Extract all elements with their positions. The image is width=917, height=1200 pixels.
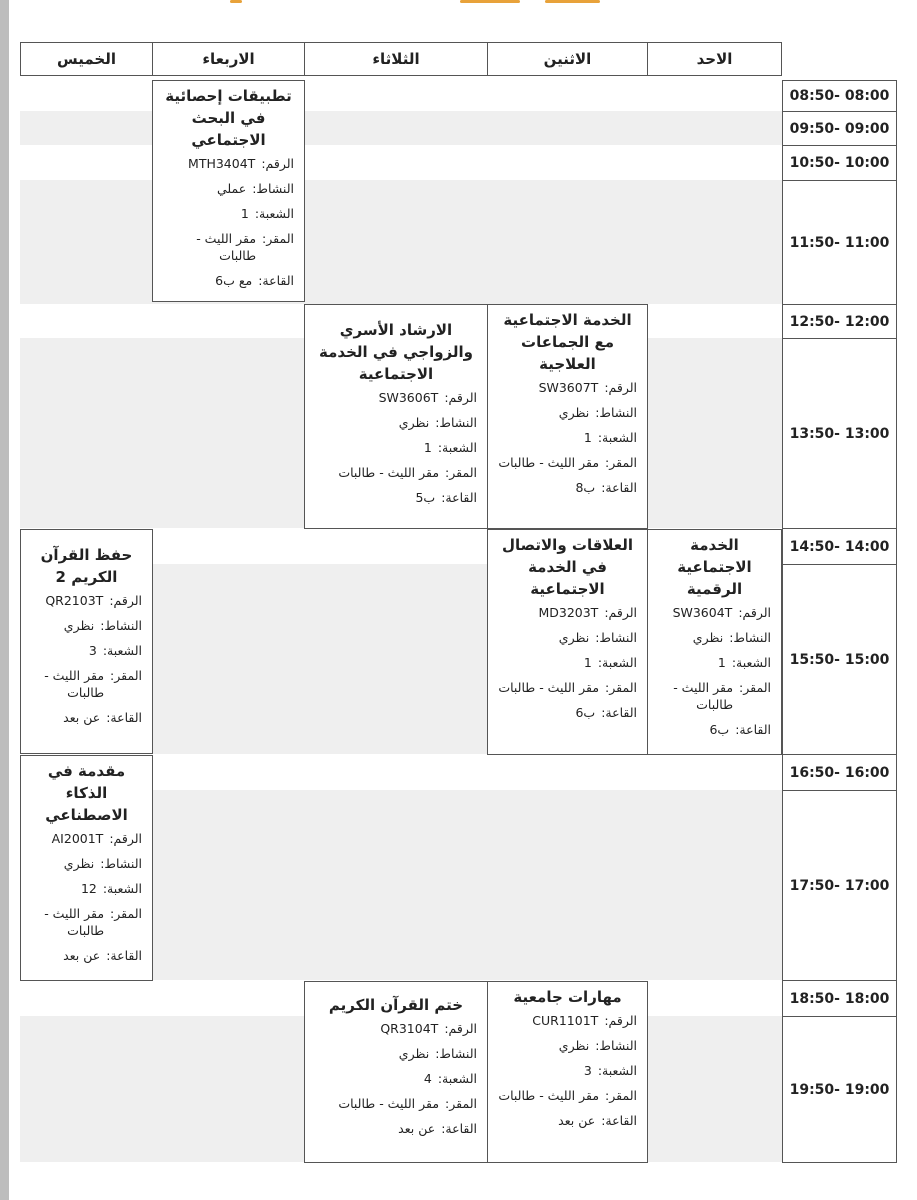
activity-label: النشاط: [100,618,142,633]
course-title: حفظ القرآن الكريم 2 [40,546,133,586]
code-label: الرقم: [444,1021,477,1036]
course-code: QR2103T [45,593,104,608]
course-room: مع ب6 [215,273,253,288]
course-card[interactable] [487,304,648,529]
section-label: الشعبة: [254,206,294,221]
activity-label: النشاط: [595,405,637,420]
location-label: المقر: [110,906,142,921]
time-slot: 12:50- 12:00 [782,304,897,339]
course-code: QR3104T [380,1021,439,1036]
activity-label: النشاط: [100,856,142,871]
course-section: 3 [88,643,97,658]
room-label: القاعة: [106,710,142,725]
row-band [20,111,782,145]
section-label: الشعبة: [437,1071,477,1086]
activity-label: النشاط: [252,181,294,196]
location-label: المقر: [445,1096,477,1111]
section-label: الشعبة: [102,643,142,658]
activity-label: النشاط: [435,415,477,430]
page-left-border [0,0,9,1200]
code-label: الرقم: [261,156,294,171]
time-slot: 14:50- 14:00 [782,528,897,565]
course-section: 1 [583,430,592,445]
course-activity: نظري [692,630,724,645]
room-label: القاعة: [601,1113,637,1128]
course-room: عن بعد [63,710,101,725]
course-activity: نظري [63,856,95,871]
course-section: 1 [583,655,592,670]
course-room: ب6 [575,705,596,720]
course-location: مقر الليث - طالبات [196,231,257,263]
activity-label: النشاط: [595,630,637,645]
course-activity: نظري [63,618,95,633]
location-label: المقر: [445,465,477,480]
header-wednesday: الاربعاء [152,42,305,76]
course-card[interactable] [20,529,153,754]
section-label: الشعبة: [597,430,637,445]
header-monday: الاثنين [487,42,648,76]
course-title: ختم القرآن الكريم [328,996,464,1014]
course-room: عن بعد [558,1113,596,1128]
course-activity: نظري [398,415,430,430]
course-title: الخدمة الاجتماعية مع الجماعات العلاجية [503,311,632,373]
section-label: الشعبة: [437,440,477,455]
course-code: SW3607T [538,380,599,395]
room-label: القاعة: [735,722,771,737]
course-room: عن بعد [63,948,101,963]
course-title: الارشاد الأسري والزواجي في الخدمة الاجتماعية [319,321,473,383]
course-room: عن بعد [398,1121,436,1136]
activity-label: النشاط: [729,630,771,645]
activity-label: النشاط: [435,1046,477,1061]
course-code: MD3203T [538,605,599,620]
course-section: 4 [423,1071,432,1086]
course-activity: نظري [558,1038,590,1053]
time-slot: 16:50- 16:00 [782,754,897,791]
header-tuesday: الثلاثاء [304,42,488,76]
time-slot: 11:50- 11:00 [782,180,897,305]
room-label: القاعة: [258,273,294,288]
course-card[interactable] [304,304,488,529]
course-location: مقر الليث - طالبات [44,906,105,938]
course-location: مقر الليث - طالبات [498,1088,600,1103]
course-card[interactable] [647,529,782,755]
course-room: ب6 [709,722,730,737]
course-title: الخدمة الاجتماعية الرقمية [677,536,752,598]
course-activity: نظري [558,405,590,420]
course-card[interactable] [152,80,305,302]
time-slot: 13:50- 13:00 [782,338,897,529]
room-label: القاعة: [601,705,637,720]
time-slot: 10:50- 10:00 [782,145,897,181]
course-section: 12 [80,881,97,896]
course-section: 3 [583,1063,592,1078]
code-label: الرقم: [444,390,477,405]
course-location: مقر الليث - طالبات [338,1096,440,1111]
code-label: الرقم: [604,1013,637,1028]
location-label: المقر: [262,231,294,246]
course-card[interactable] [20,755,153,981]
course-activity: عملي [216,181,247,196]
course-section: 1 [240,206,249,221]
time-slot: 17:50- 17:00 [782,790,897,981]
code-label: الرقم: [738,605,771,620]
section-label: الشعبة: [597,655,637,670]
activity-label: النشاط: [595,1038,637,1053]
course-room: ب5 [415,490,436,505]
location-label: المقر: [110,668,142,683]
course-title: العلاقات والاتصال في الخدمة الاجتماعية [501,536,634,598]
course-room: ب8 [575,480,596,495]
code-label: الرقم: [604,380,637,395]
course-section: 1 [717,655,726,670]
course-title: مهارات جامعية [513,988,622,1006]
course-section: 1 [423,440,432,455]
course-activity: نظري [398,1046,430,1061]
time-slot: 18:50- 18:00 [782,980,897,1017]
course-code: CUR1101T [532,1013,599,1028]
room-label: القاعة: [601,480,637,495]
location-label: المقر: [739,680,771,695]
code-label: الرقم: [604,605,637,620]
time-slot: 19:50- 19:00 [782,1016,897,1163]
course-location: مقر الليث - طالبات [498,680,600,695]
course-location: مقر الليث - طالبات [673,680,734,712]
section-label: الشعبة: [597,1063,637,1078]
course-location: مقر الليث - طالبات [338,465,440,480]
time-slot: 15:50- 15:00 [782,564,897,755]
course-code: AI2001T [51,831,104,846]
location-label: المقر: [605,680,637,695]
course-location: مقر الليث - طالبات [498,455,600,470]
time-slot: 08:50- 08:00 [782,80,897,112]
row-band [20,180,782,304]
course-card[interactable] [304,981,488,1163]
course-title: تطبيقات إحصائية في البحث الاجتماعي [165,87,292,149]
location-label: المقر: [605,1088,637,1103]
course-code: SW3604T [672,605,733,620]
time-slot: 09:50- 09:00 [782,111,897,146]
header-thursday: الخميس [20,42,153,76]
course-location: مقر الليث - طالبات [44,668,105,700]
course-title: مقدمة في الذكاء الاصطناعي [45,762,128,824]
code-label: الرقم: [109,593,142,608]
room-label: القاعة: [106,948,142,963]
code-label: الرقم: [109,831,142,846]
header-sunday: الاحد [647,42,782,76]
room-label: القاعة: [441,490,477,505]
section-label: الشعبة: [102,881,142,896]
course-card[interactable] [487,529,648,755]
top-cropped-text [230,0,610,4]
course-activity: نظري [558,630,590,645]
room-label: القاعة: [441,1121,477,1136]
course-card[interactable] [487,981,648,1163]
course-code: SW3606T [378,390,439,405]
section-label: الشعبة: [731,655,771,670]
course-code: MTH3404T [188,156,256,171]
location-label: المقر: [605,455,637,470]
